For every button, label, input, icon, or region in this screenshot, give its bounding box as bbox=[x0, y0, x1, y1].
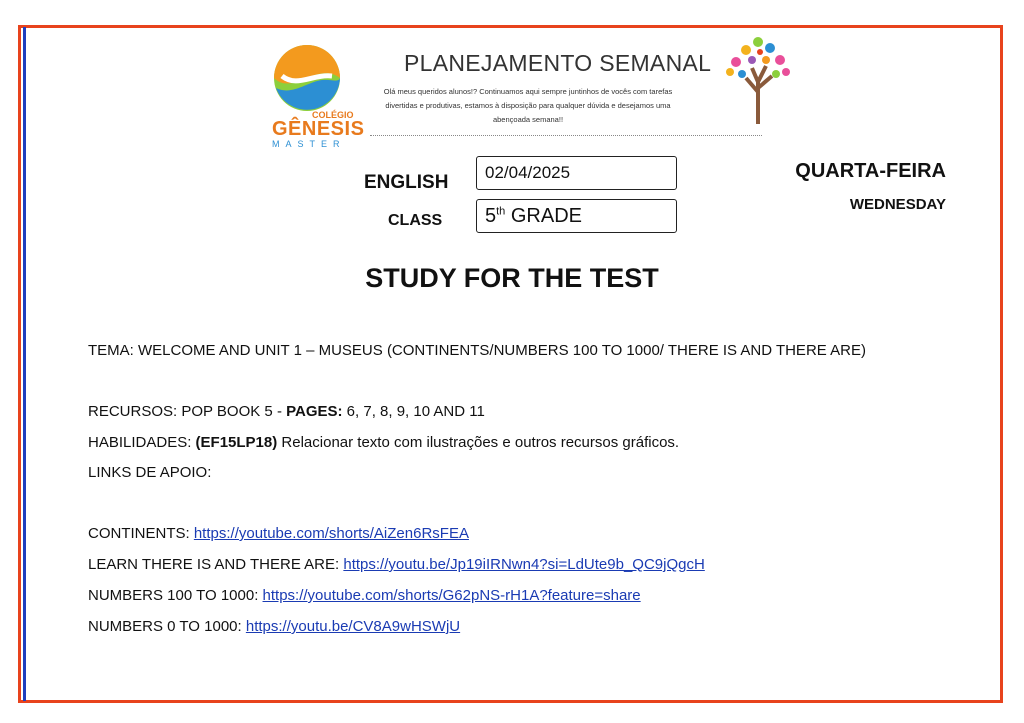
tree-icon bbox=[722, 32, 794, 124]
header-divider bbox=[370, 135, 762, 136]
link-numbers-0-1000[interactable]: https://youtu.be/CV8A9wHSWjU bbox=[245, 618, 461, 635]
planner-title: PLANEJAMENTO SEMANAL bbox=[404, 50, 712, 76]
link-there-is-there-are[interactable]: https://youtu.be/Jp19iIRNwn4?si=LdUte9b_QC9jQgcH bbox=[343, 556, 705, 573]
link-item-numbers-100: NUMBERS 100 TO 1000: https://youtube.com/shorts/G62pNS-rH1A?feature=share bbox=[88, 587, 641, 604]
date-value: 02/04/2025 bbox=[485, 163, 571, 182]
link-item-continents: CONTINENTS: https://youtube.com/shorts/AiZen6RsFEA bbox=[88, 525, 469, 542]
logo-text-genesis: GÊNESIS bbox=[272, 118, 365, 140]
grade-value: 5th GRADE bbox=[485, 205, 582, 227]
link-continents[interactable]: https://youtube.com/shorts/AiZen6RsFEA bbox=[193, 525, 469, 542]
links-label: LINKS DE APOIO: bbox=[88, 464, 212, 481]
link-item-there-is: LEARN THERE IS AND THERE ARE: https://youtu.be/Jp19iIRNwn4?si=LdUte9b_QC9jQgcH bbox=[88, 556, 705, 573]
welcome-message: Olá meus queridos alunos!? Continuamos aqui sempre juntinhos de vocês com tarefas divertidas e produtivas, estamos à disposição para qualquer dúvida e desejamos uma abençoada semana!! bbox=[383, 87, 673, 124]
habilidades-line: HABILIDADES: (EF15LP18) Relacionar texto com ilustrações e outros recursos gráficos. bbox=[88, 434, 680, 451]
weekday-portuguese: QUARTA-FEIRA bbox=[795, 160, 946, 182]
class-label: CLASS bbox=[388, 212, 443, 229]
tema-line: TEMA: WELCOME AND UNIT 1 – MUSEUS (CONTINENTS/NUMBERS 100 TO 1000/ THERE IS AND THERE ARE) bbox=[88, 342, 866, 359]
link-numbers-100-1000[interactable]: https://youtube.com/shorts/G62pNS-rH1A?feature=share bbox=[262, 587, 641, 604]
recursos-line: RECURSOS: POP BOOK 5 - PAGES: 6, 7, 8, 9, 10 AND 11 bbox=[88, 403, 485, 420]
page-title: STUDY FOR THE TEST bbox=[365, 263, 659, 293]
page-border-accent bbox=[23, 27, 26, 701]
weekday-english: WEDNESDAY bbox=[849, 196, 946, 213]
link-item-numbers-0: NUMBERS 0 TO 1000: https://youtu.be/CV8A9wHSWjU bbox=[88, 618, 461, 635]
grade-field bbox=[476, 199, 677, 233]
logo-text-master: MASTER bbox=[272, 139, 346, 149]
subject-label: ENGLISH bbox=[364, 172, 449, 193]
logo-text-colegio: COLÉGIO bbox=[312, 110, 354, 120]
date-field bbox=[476, 156, 677, 190]
